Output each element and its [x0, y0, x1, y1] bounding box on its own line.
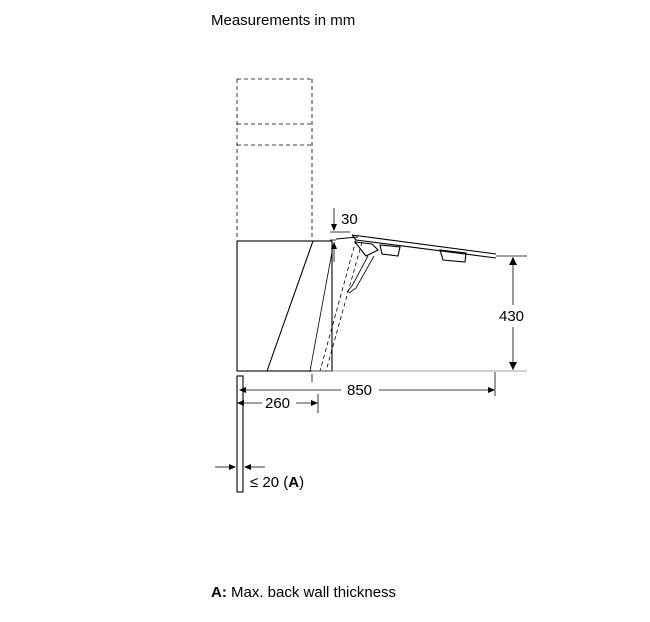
label-30: 30 — [341, 211, 358, 228]
label-wall-thickness: ≤ 20 (A) — [250, 474, 305, 491]
legend-key: A: — [211, 584, 227, 601]
label-850: 850 — [347, 382, 373, 399]
back-wall — [237, 376, 243, 492]
opened-panel — [320, 235, 496, 371]
legend-text: Max. back wall thickness — [226, 584, 397, 601]
hood-body — [237, 241, 332, 371]
chimney-outline — [237, 79, 312, 240]
reference-lines — [312, 232, 527, 371]
diagram-title: Measurements in mm — [211, 12, 356, 29]
dimension-wall-thickness — [215, 464, 265, 470]
label-430: 430 — [499, 308, 525, 325]
label-260: 260 — [265, 395, 291, 412]
legend-note — [211, 584, 396, 601]
